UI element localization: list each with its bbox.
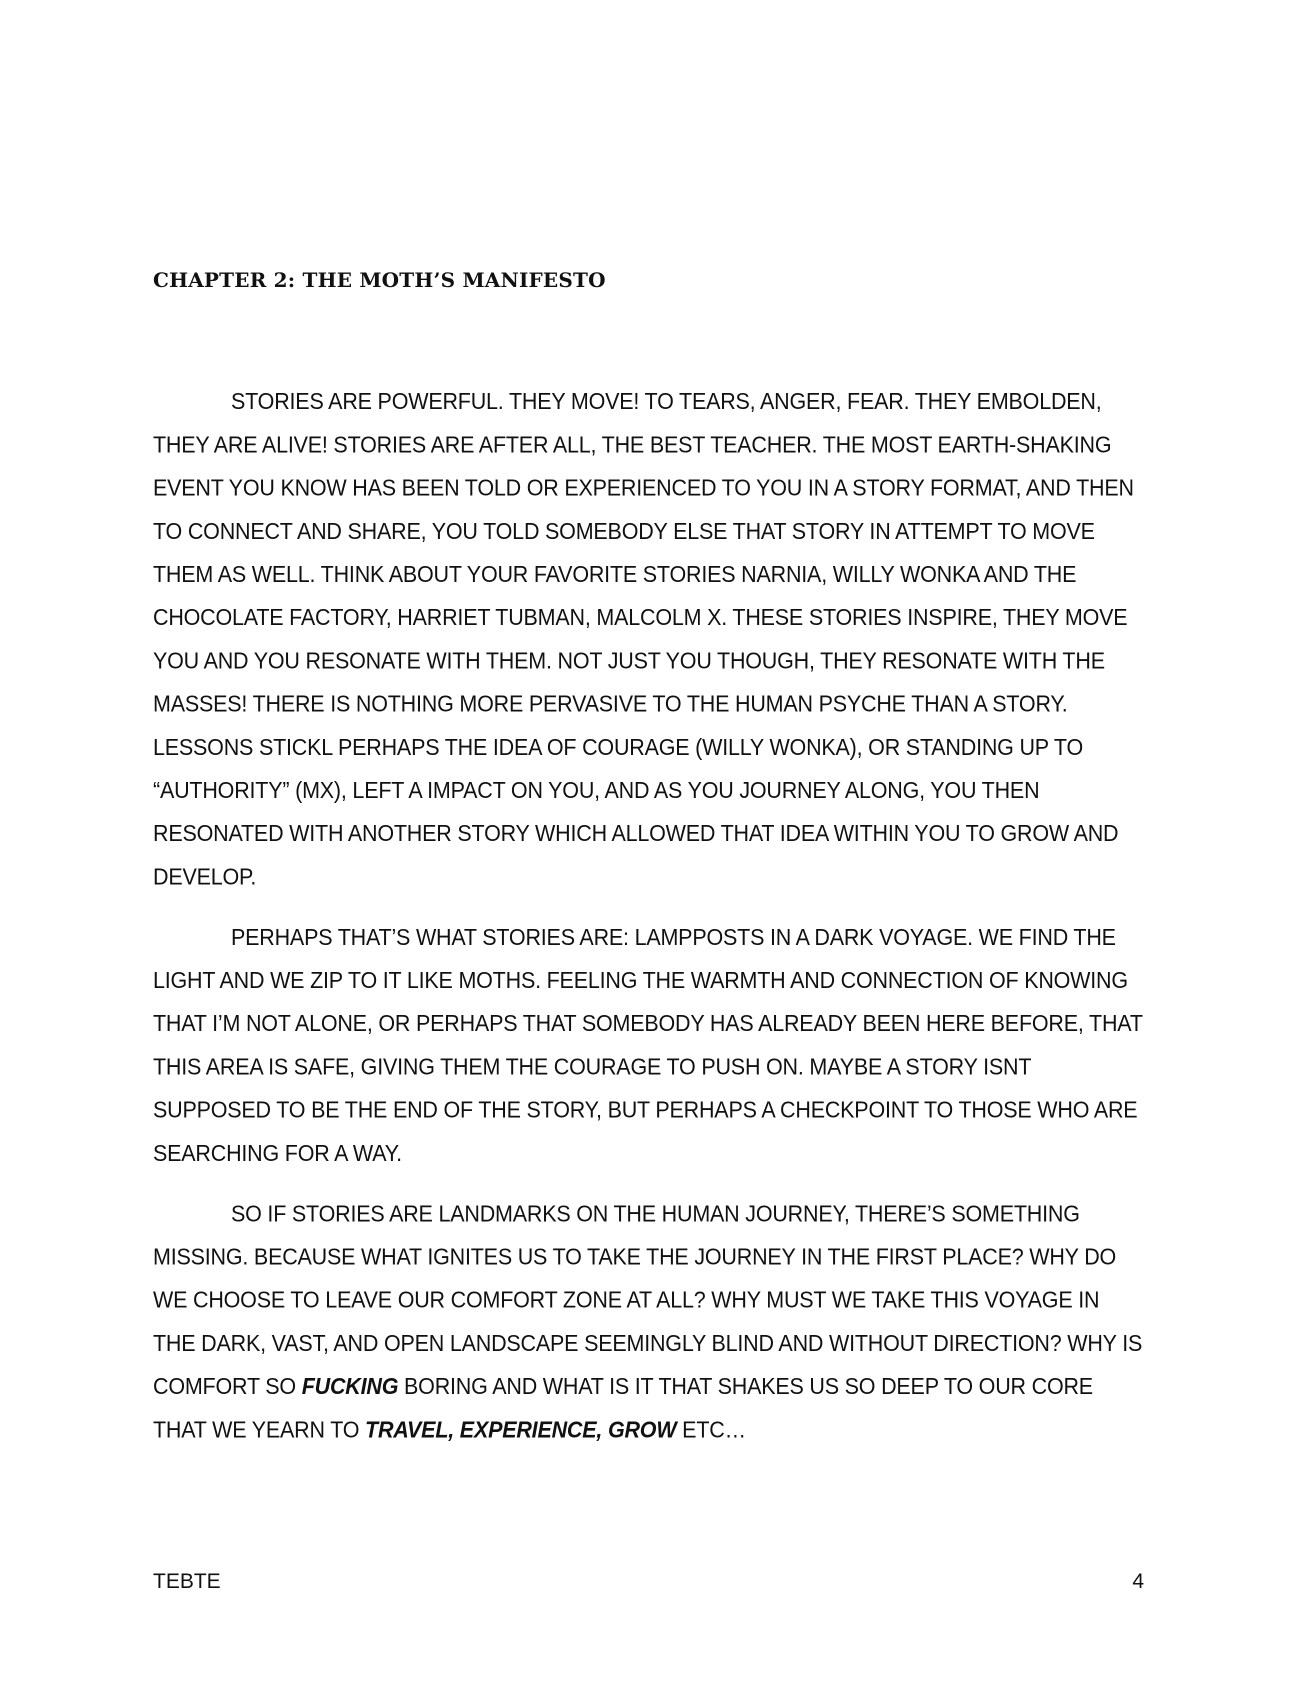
chapter-heading: CHAPTER 2: THE MOTH’S MANIFESTO xyxy=(153,268,606,292)
paragraph-3 xyxy=(153,1192,1143,1451)
page-number: 4 xyxy=(1132,1570,1144,1593)
emphasis-phrase: TRAVEL, EXPERIENCE, GROW xyxy=(365,1416,677,1443)
paragraph-3-part-3: ETC… xyxy=(676,1416,746,1443)
emphasis-word: FUCKING xyxy=(301,1373,399,1400)
body-text xyxy=(153,380,1143,1469)
paragraph-3-part-2: BORING AND WHAT IS IT THAT SHAKES US SO DEEP TO OUR CORE THAT WE YEARN TO xyxy=(153,1373,1093,1443)
footer-title: TEBTE xyxy=(153,1570,221,1593)
paragraph-1: STORIES ARE POWERFUL. THEY MOVE! TO TEARS, ANGER, FEAR. THEY EMBOLDEN, THEY ARE ALIVE! STORIES ARE AFTER ALL, THE BEST TEACHER. THE MOST EARTH-SHAKING EVENT YOU KNOW HAS BEEN TOLD OR EXPERIENCED TO YOU IN A STORY FORMAT, AND THEN TO CONNECT AND SHARE, YOU TOLD SOMEBODY ELSE THAT STORY IN ATTEMPT TO MOVE THEM AS WELL. THINK ABOUT YOUR FAVORITE STORIES NARNIA, WILLY WONKA AND THE CHOCOLATE FACTORY, HARRIET TUBMAN, MALCOLM X. THESE STORIES INSPIRE, THEY MOVE YOU AND YOU RESONATE WITH THEM. NOT JUST YOU THOUGH, THEY RESONATE WITH THE MASSES! THERE IS NOTHING MORE PERVASIVE TO THE HUMAN PSYCHE THAN A STORY. LESSONS STICKL PERHAPS THE IDEA OF COURAGE (WILLY WONKA), OR STANDING UP TO “AUTHORITY” (MX), LEFT A IMPACT ON YOU, AND AS YOU JOURNEY ALONG, YOU THEN RESONATED WITH ANOTHER STORY WHICH ALLOWED THAT IDEA WITHIN YOU TO GROW AND DEVELOP. xyxy=(153,388,1134,890)
paragraph-2: PERHAPS THAT’S WHAT STORIES ARE: LAMPPOSTS IN A DARK VOYAGE. WE FIND THE LIGHT AND WE ZIP TO IT LIKE MOTHS. FEELING THE WARMTH AND CONNECTION OF KNOWING THAT I’M NOT ALONE, OR PERHAPS THAT SOMEBODY HAS ALREADY BEEN HERE BEFORE, THAT THIS AREA IS SAFE, GIVING THEM THE COURAGE TO PUSH ON. MAYBE A STORY ISNT SUPPOSED TO BE THE END OF THE STORY, BUT PERHAPS A CHECKPOINT TO THOSE WHO ARE SEARCHING FOR A WAY. xyxy=(153,924,1143,1167)
paragraph-3-part-1: SO IF STORIES ARE LANDMARKS ON THE HUMAN JOURNEY, THERE’S SOMETHING MISSING. BECAUSE WHAT IGNITES US TO TAKE THE JOURNEY IN THE FIRST PLACE? WHY DO WE CHOOSE TO LEAVE OUR COMFORT ZONE AT ALL? WHY MUST WE TAKE THIS VOYAGE IN THE DARK, VAST, AND OPEN LANDSCAPE SEEMINGLY BLIND AND WITHOUT DIRECTION? WHY IS COMFORT SO xyxy=(153,1200,1143,1400)
